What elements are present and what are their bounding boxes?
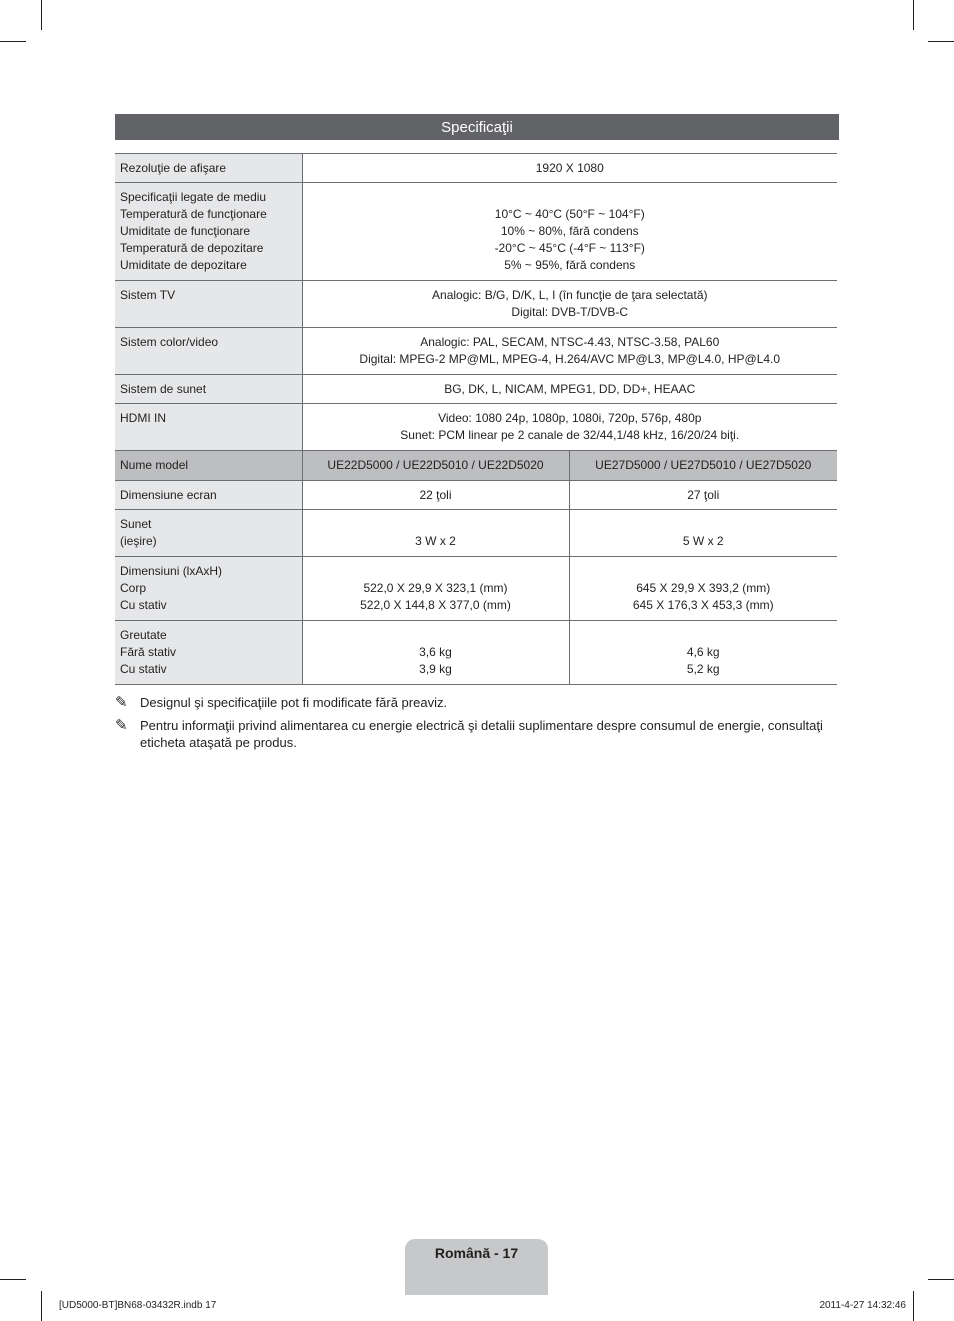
- notes: [115, 694, 839, 757]
- crop-mark: [0, 1279, 26, 1280]
- value-line: Analogic: PAL, SECAM, NTSC-4.43, NTSC-3.58, PAL60: [420, 335, 720, 349]
- footer-timestamp: 2011-4-27 14:32:46: [819, 1300, 906, 1311]
- row-value-col2: [569, 557, 837, 621]
- row-value-col1: UE22D5000 / UE22D5010 / UE22D5020: [302, 451, 569, 481]
- row-label: [115, 621, 302, 685]
- row-label: HDMI IN: [115, 404, 302, 451]
- note-item: [115, 717, 839, 751]
- value-line: Sunet: PCM linear pe 2 canale de 32/44,1/48 kHz, 16/20/24 biţi.: [400, 428, 740, 442]
- value-line: Video: 1080 24p, 1080p, 1080i, 720p, 576p, 480p: [438, 411, 702, 425]
- row-value: 1920 X 1080: [302, 154, 837, 183]
- row-value: [302, 404, 837, 451]
- label-line: Dimensiuni (lxAxH): [120, 564, 223, 578]
- value-line: Digital: DVB-T/DVB-C: [511, 305, 629, 319]
- note-item: [115, 694, 839, 711]
- row-value: [302, 281, 837, 328]
- pencil-icon: ✎: [115, 717, 128, 734]
- row-label: Sistem TV: [115, 281, 302, 328]
- table-row: [115, 328, 837, 375]
- table-row: [115, 281, 837, 328]
- row-value: [302, 328, 837, 375]
- label-line: Corp: [120, 581, 147, 595]
- label-line: Cu stativ: [120, 598, 167, 612]
- row-value-col1: [302, 621, 569, 685]
- value-line: 645 X 29,9 X 393,2 (mm): [636, 581, 771, 595]
- row-value-col2: 27 ţoli: [569, 481, 837, 510]
- row-value-col2: 5 W x 2: [569, 510, 837, 557]
- value-line: 645 X 176,3 X 453,3 (mm): [632, 598, 774, 612]
- row-label: Dimensiune ecran: [115, 481, 302, 510]
- row-label: Sistem de sunet: [115, 375, 302, 404]
- pencil-icon: ✎: [115, 694, 128, 711]
- value-line: -20°C ~ 45°C (-4°F ~ 113°F): [494, 241, 645, 255]
- table-row: [115, 451, 837, 481]
- value-line: 522,0 X 29,9 X 323,1 (mm): [363, 581, 508, 595]
- label-line: Temperatură de depozitare: [120, 241, 264, 255]
- value-line: 5,2 kg: [686, 662, 720, 676]
- value-line: 5% ~ 95%, fără condens: [504, 258, 636, 272]
- value-line: 4,6 kg: [686, 645, 720, 659]
- footer-file-info: [UD5000-BT]BN68-03432R.indb 17: [59, 1300, 217, 1311]
- table-row: [115, 375, 837, 404]
- crop-mark: [0, 41, 26, 42]
- row-value-col2: UE27D5000 / UE27D5010 / UE27D5020: [569, 451, 837, 481]
- value-line: 522,0 X 144,8 X 377,0 (mm): [360, 598, 511, 612]
- row-value-col1: [302, 557, 569, 621]
- note-text: Pentru informaţii privind alimentarea cu energie electrică şi detalii suplimentare despre consumul de energie, consultaţi eticheta ataşată pe produs.: [140, 718, 823, 750]
- crop-mark: [913, 1291, 914, 1321]
- page-number: Română - 17: [405, 1239, 548, 1295]
- value-line: 3,6 kg: [419, 645, 452, 659]
- row-label: Nume model: [115, 451, 302, 481]
- row-label: [115, 510, 302, 557]
- row-label: Rezoluţie de afişare: [115, 154, 302, 183]
- value-line: Digital: MPEG-2 MP@ML, MPEG-4, H.264/AVC MP@L3, MP@L4.0, HP@L4.0: [359, 352, 781, 366]
- note-text: Designul şi specificaţiile pot fi modificate fără preaviz.: [140, 695, 448, 710]
- table-row: [115, 154, 837, 183]
- label-line: Temperatură de funcţionare: [120, 207, 267, 221]
- row-label: [115, 183, 302, 281]
- row-value-col1: 3 W x 2: [302, 510, 569, 557]
- label-line: Greutate: [120, 628, 167, 642]
- table-row: [115, 183, 837, 281]
- crop-mark: [928, 41, 954, 42]
- crop-mark: [41, 1291, 42, 1321]
- crop-mark: [913, 0, 914, 30]
- label-line: Sunet: [120, 517, 152, 531]
- crop-mark: [928, 1279, 954, 1280]
- crop-mark: [41, 0, 42, 30]
- section-title: Specificaţii: [115, 114, 839, 140]
- row-value: BG, DK, L, NICAM, MPEG1, DD, DD+, HEAAC: [302, 375, 837, 404]
- value-line: 3,9 kg: [419, 662, 452, 676]
- row-value: [302, 183, 837, 281]
- row-value-col2: [569, 621, 837, 685]
- label-line: Specificaţii legate de mediu: [120, 190, 267, 204]
- label-line: (ieşire): [120, 534, 157, 548]
- label-line: Umiditate de funcţionare: [120, 224, 251, 238]
- table-row: [115, 404, 837, 451]
- value-line: 10°C ~ 40°C (50°F ~ 104°F): [494, 207, 645, 221]
- table-row: [115, 510, 837, 557]
- table-row: [115, 621, 837, 685]
- row-label: [115, 557, 302, 621]
- label-line: Umiditate de depozitare: [120, 258, 247, 272]
- value-line: 10% ~ 80%, fără condens: [500, 224, 639, 238]
- row-label: Sistem color/video: [115, 328, 302, 375]
- table-row: [115, 557, 837, 621]
- specifications-table: [115, 153, 837, 685]
- label-line: Cu stativ: [120, 662, 167, 676]
- row-value-col1: 22 ţoli: [302, 481, 569, 510]
- table-row: [115, 481, 837, 510]
- label-line: Fără stativ: [120, 645, 177, 659]
- value-line: Analogic: B/G, D/K, L, I (în funcţie de ţara selectată): [432, 288, 708, 302]
